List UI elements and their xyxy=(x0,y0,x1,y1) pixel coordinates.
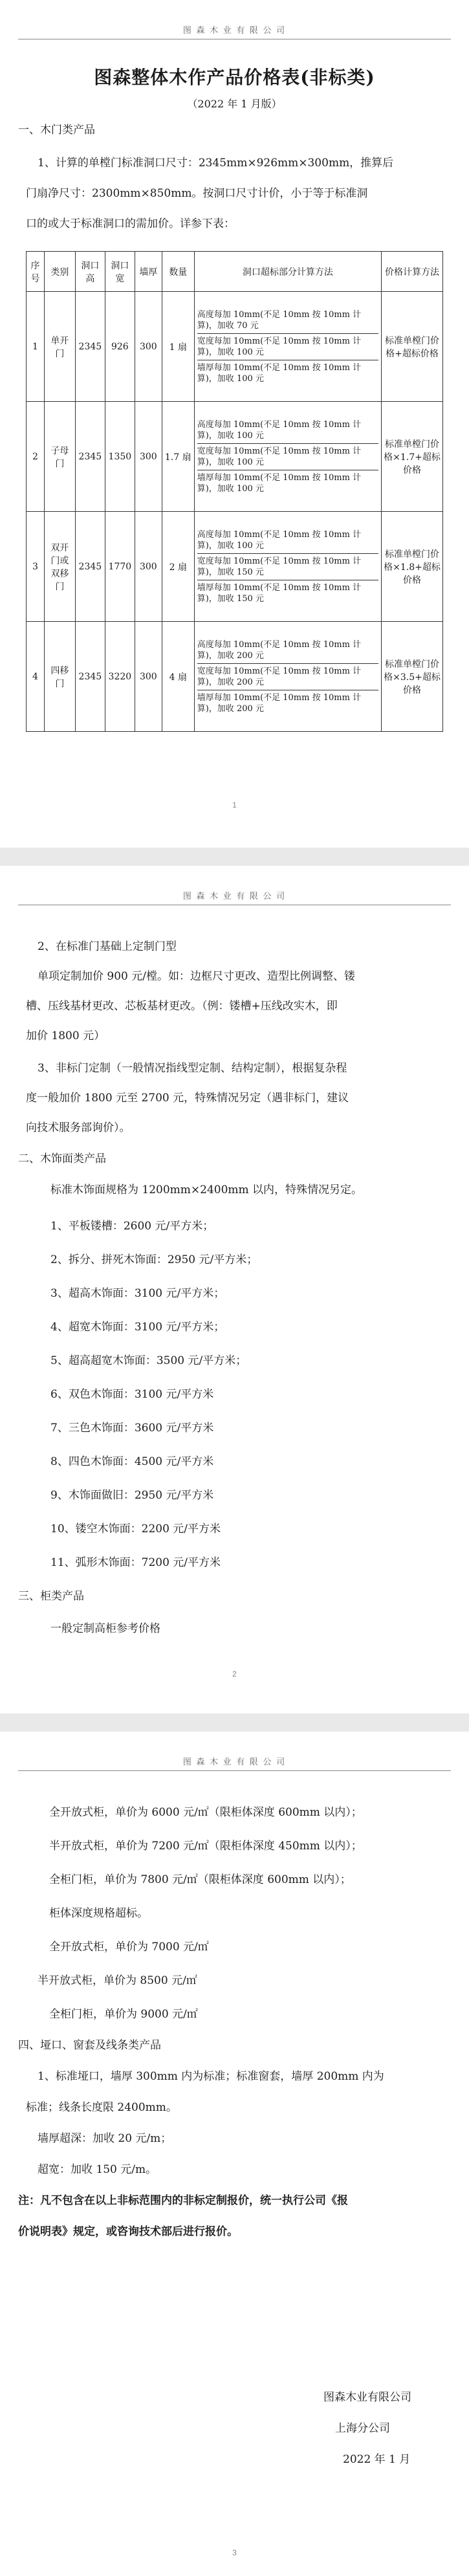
cell-no: 1 xyxy=(27,292,45,402)
col-header: 洞口高 xyxy=(75,252,105,292)
paragraph-line: 全开放式柜，单价为 6000 元/㎡（限柜体深度 600mm 以内）； xyxy=(49,1806,362,1819)
paragraph-line: 向技术服务部询价）。 xyxy=(26,1121,131,1134)
signature-branch: 上海分公司 xyxy=(335,2422,390,2435)
col-header: 墙厚 xyxy=(135,252,162,292)
cell-width: 926 xyxy=(105,292,135,402)
list-item: 1、平板镂槽：2600 元/平方米； xyxy=(50,1220,214,1233)
col-header: 价格计算方法 xyxy=(382,252,443,292)
paragraph-line: 一般定制高柜参考价格 xyxy=(50,1622,160,1635)
method-line: 宽度每加 10mm(不足 10mm 按 10mm 计算)，加收 100 元 xyxy=(197,444,378,470)
page-1 xyxy=(0,0,469,848)
method-line: 高度每加 10mm(不足 10mm 按 10mm 计算)，加收 200 元 xyxy=(197,637,378,664)
cell-methods xyxy=(194,292,381,402)
cell-methods xyxy=(194,512,381,622)
cell-qty: 1 扇 xyxy=(162,292,194,402)
method-line: 墙厚每加 10mm(不足 10mm 按 10mm 计算)，加收 100 元 xyxy=(197,472,362,494)
paragraph-line: 槽、压线基材更改、芯板基材更改。（例：镂槽+压线改实木，即 xyxy=(26,1000,338,1013)
cell-price: 标准单樘门价格×1.8+超标价格 xyxy=(382,512,443,622)
page-number: 2 xyxy=(232,1669,237,1679)
table-row xyxy=(27,512,443,622)
door-spec-table xyxy=(26,251,443,732)
cell-depth: 300 xyxy=(135,512,162,622)
paragraph-line: 半开放式柜，单价为 7200 元/㎡（限柜体深度 450mm 以内）； xyxy=(49,1840,362,1853)
method-line: 墙厚每加 10mm(不足 10mm 按 10mm 计算)，加收 100 元 xyxy=(197,362,362,384)
cell-no: 4 xyxy=(27,622,45,732)
list-item: 2、拆分、拼死木饰面：2950 元/平方米； xyxy=(50,1253,258,1266)
col-header: 类别 xyxy=(44,252,75,292)
paragraph-line: 门扇净尺寸：2300mm×850mm。按洞口尺寸计价，小于等于标准洞 xyxy=(26,187,368,200)
paragraph-line: 全开放式柜，单价为 7000 元/㎡ xyxy=(49,1941,209,1954)
cell-depth: 300 xyxy=(135,292,162,402)
cell-height: 2345 xyxy=(75,622,105,732)
note-line: 注：凡不包含在以上非标范围内的非标定制报价，统一执行公司《报 xyxy=(18,2194,348,2207)
paragraph-line: 口的或大于标准洞口的需加价。详参下表： xyxy=(26,217,235,230)
list-item: 3、超高木饰面：3100 元/平方米； xyxy=(50,1287,225,1300)
paragraph-line: 标准木饰面规格为 1200mm×2400mm 以内，特殊情况另定。 xyxy=(50,1183,363,1196)
paragraph-line: 1、计算的单樘门标准洞口尺寸：2345mm×926mm×300mm，推算后 xyxy=(38,157,394,170)
method-line: 墙厚每加 10mm(不足 10mm 按 10mm 计算)，加收 200 元 xyxy=(197,692,362,714)
paragraph-line: 单项定制加价 900 元/樘。如：边框尺寸更改、造型比例调整、镂 xyxy=(38,970,355,983)
paragraph-line: 1、标准垭口，墙厚 300mm 内为标准；标准窗套，墙厚 200mm 内为 xyxy=(38,2070,384,2083)
cell-depth: 300 xyxy=(135,402,162,512)
section-heading-cabinets: 三、柜类产品 xyxy=(18,1590,84,1603)
note-line: 价说明表》规定，或咨询技术部后进行报价。 xyxy=(18,2225,238,2238)
cell-width: 1350 xyxy=(105,402,135,512)
paragraph-line: 半开放式柜，单价为 8500 元/㎡ xyxy=(38,1974,197,1987)
col-header: 洞口超标部分计算方法 xyxy=(194,252,381,292)
section-heading-panels: 二、木饰面类产品 xyxy=(18,1152,106,1165)
page-header: 图 森 木 业 有 限 公 司 xyxy=(182,891,287,901)
page-3 xyxy=(0,1732,469,2576)
cell-methods xyxy=(194,402,381,512)
list-item: 5、超高超宽木饰面：3500 元/平方米； xyxy=(50,1354,247,1367)
cell-type: 子母门 xyxy=(44,402,75,512)
list-item: 6、双色木饰面：3100 元/平方米 xyxy=(50,1388,214,1401)
document-title: 图森整体木作产品价格表(非标类) xyxy=(94,67,375,88)
table-header-row xyxy=(27,252,443,292)
signature-date: 2022 年 1 月 xyxy=(343,2453,411,2466)
list-item: 10、镂空木饰面：2200 元/平方米 xyxy=(50,1523,221,1536)
cell-no: 2 xyxy=(27,402,45,512)
page-number: 3 xyxy=(232,2548,237,2557)
method-line: 宽度每加 10mm(不足 10mm 按 10mm 计算)，加收 200 元 xyxy=(197,664,378,690)
list-item: 8、四色木饰面：4500 元/平方米 xyxy=(50,1455,214,1468)
cell-height: 2345 xyxy=(75,292,105,402)
method-line: 墙厚每加 10mm(不足 10mm 按 10mm 计算)，加收 150 元 xyxy=(197,582,362,604)
cell-type: 四移门 xyxy=(44,622,75,732)
cell-qty: 1.7 扇 xyxy=(162,402,194,512)
cell-height: 2345 xyxy=(75,402,105,512)
cell-no: 3 xyxy=(27,512,45,622)
page-header: 图 森 木 业 有 限 公 司 xyxy=(182,25,287,35)
paragraph-line: 度一般加价 1800 元至 2700 元，特殊情况另定（遇非标门，建议 xyxy=(26,1092,349,1105)
cell-width: 1770 xyxy=(105,512,135,622)
paragraph-line: 加价 1800 元） xyxy=(26,1029,105,1042)
page-header: 图 森 木 业 有 限 公 司 xyxy=(182,1757,287,1767)
header-divider xyxy=(18,1770,451,1771)
paragraph-line: 3、非标门定制（一般情况指线型定制、结构定制），根据复杂程 xyxy=(38,1062,347,1075)
cell-price: 标准单樘门价格×3.5+超标价格 xyxy=(382,622,443,732)
paragraph-line: 全柜门柜，单价为 7800 元/㎡（限柜体深度 600mm 以内）； xyxy=(49,1873,351,1886)
page-2 xyxy=(0,866,469,1713)
list-item: 4、超宽木饰面：3100 元/平方米； xyxy=(50,1321,225,1334)
paragraph-line: 全柜门柜，单价为 9000 元/㎡ xyxy=(49,2008,198,2021)
cell-height: 2345 xyxy=(75,512,105,622)
table-row xyxy=(27,622,443,732)
section-heading-doors: 一、木门类产品 xyxy=(18,124,95,137)
table-row xyxy=(27,402,443,512)
col-header: 序号 xyxy=(27,252,45,292)
cell-price: 标准单樘门价格+超标价格 xyxy=(382,292,443,402)
document-subtitle: （2022 年 1 月版） xyxy=(187,98,282,110)
list-item: 11、弧形木饰面：7200 元/平方米 xyxy=(50,1556,221,1569)
cell-type: 单开门 xyxy=(44,292,75,402)
paragraph-line: 柜体深度规格超标。 xyxy=(49,1907,148,1920)
method-line: 高度每加 10mm(不足 10mm 按 10mm 计算)，加收 100 元 xyxy=(197,417,378,444)
page-number: 1 xyxy=(232,800,237,809)
section-heading-trims: 四、垭口、窗套及线条类产品 xyxy=(18,2039,161,2052)
col-header: 洞口宽 xyxy=(105,252,135,292)
cell-methods xyxy=(194,622,381,732)
paragraph-line: 2、在标准门基础上定制门型 xyxy=(38,940,177,953)
method-line: 高度每加 10mm(不足 10mm 按 10mm 计算)，加收 100 元 xyxy=(197,527,378,554)
cell-qty: 2 扇 xyxy=(162,512,194,622)
cell-qty: 4 扇 xyxy=(162,622,194,732)
table-row xyxy=(27,292,443,402)
method-line: 宽度每加 10mm(不足 10mm 按 10mm 计算)，加收 150 元 xyxy=(197,554,378,580)
method-line: 高度每加 10mm(不足 10mm 按 10mm 计算)，加收 70 元 xyxy=(197,307,378,334)
cell-depth: 300 xyxy=(135,622,162,732)
cell-width: 3220 xyxy=(105,622,135,732)
col-header: 数量 xyxy=(162,252,194,292)
paragraph-line: 墙厚超深：加收 20 元/m； xyxy=(38,2132,172,2145)
paragraph-line: 标准；线条长度限 2400mm。 xyxy=(26,2101,177,2114)
paragraph-line: 超宽：加收 150 元/m。 xyxy=(38,2163,157,2176)
cell-type: 双开门或双移门 xyxy=(44,512,75,622)
list-item: 9、木饰面做旧：2950 元/平方米 xyxy=(50,1489,214,1502)
cell-price: 标准单樘门价格×1.7+超标价格 xyxy=(382,402,443,512)
method-line: 宽度每加 10mm(不足 10mm 按 10mm 计算)，加收 100 元 xyxy=(197,334,378,360)
list-item: 7、三色木饰面：3600 元/平方米 xyxy=(50,1422,214,1435)
signature-company: 图森木业有限公司 xyxy=(323,2391,411,2404)
